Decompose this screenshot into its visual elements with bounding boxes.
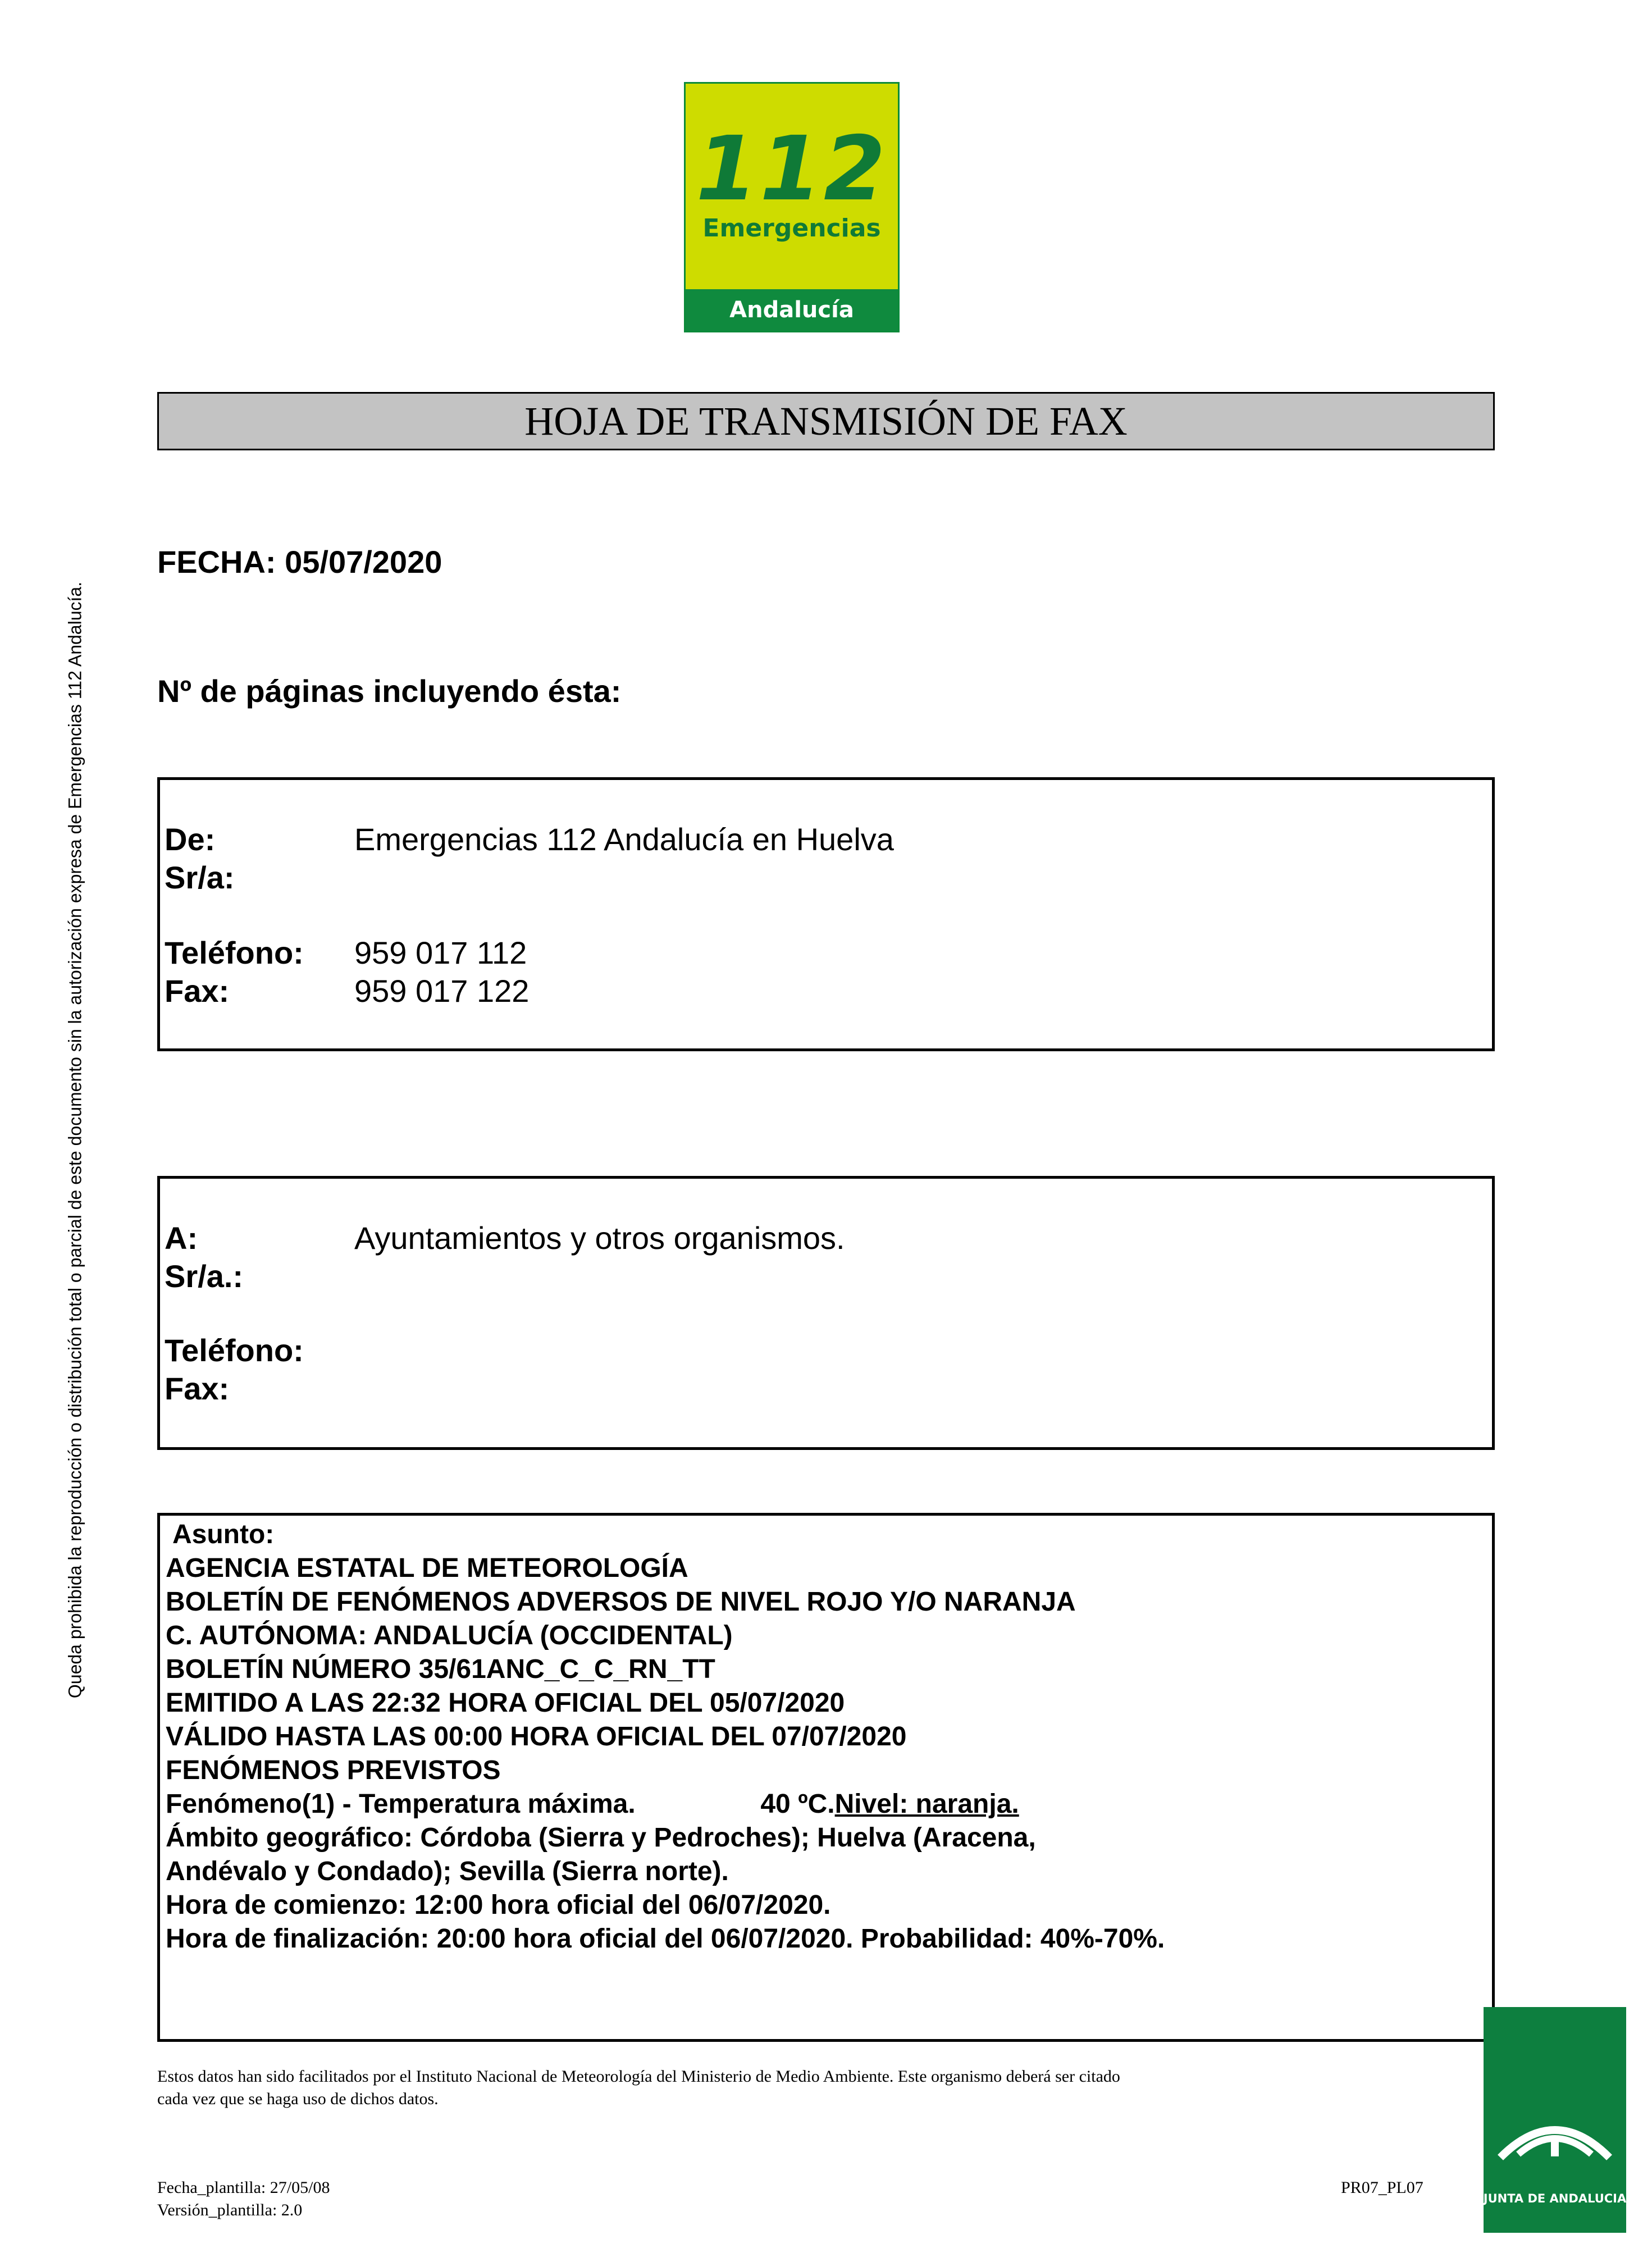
subject-label: Asunto: — [172, 1520, 275, 1549]
ambito-line-2: Andévalo y Condado); Sevilla (Sierra norte). — [166, 1857, 729, 1886]
junta-emblem-icon — [1484, 2007, 1626, 2233]
disclaimer-line-1: Estos datos han sido facilitados por el Instituto Nacional de Meteorología del Ministerio de Medio Ambiente. Este organismo deberá ser citado — [157, 2067, 1120, 2086]
subject-line: C. AUTÓNOMA: ANDALUCÍA (OCCIDENTAL) — [166, 1621, 733, 1650]
from-fax-label: Fax: — [165, 973, 230, 1009]
subject-line: BOLETÍN NÚMERO 35/61ANC_C_C_RN_TT — [166, 1654, 715, 1684]
a-label: A: — [165, 1220, 198, 1256]
fecha-value: 05/07/2020 — [285, 544, 442, 580]
ambito-line-1: Ámbito geográfico: Córdoba (Sierra y Pedroches); Huelva (Aracena, — [166, 1823, 1036, 1853]
fenomeno-line — [166, 1787, 1019, 1821]
de-value: Emergencias 112 Andalucía en Huelva — [354, 822, 894, 857]
subject-line: BOLETÍN DE FENÓMENOS ADVERSOS DE NIVEL ROJO Y/O NARANJA — [166, 1587, 1076, 1617]
a-value: Ayuntamientos y otros organismos. — [354, 1220, 845, 1256]
fecha-label: FECHA: — [157, 544, 276, 580]
subject-line: EMITIDO A LAS 22:32 HORA OFICIAL DEL 05/07/2020 — [166, 1688, 845, 1718]
subject-line: AGENCIA ESTATAL DE METEOROLOGÍA — [166, 1553, 688, 1583]
to-fax-label: Fax: — [165, 1371, 230, 1406]
comienzo-line: Hora de comienzo: 12:00 hora oficial del 06/07/2020. — [166, 1890, 831, 1920]
paginas-label: Nº de páginas incluyendo ésta: — [157, 673, 622, 709]
subject-line: VÁLIDO HASTA LAS 00:00 HORA OFICIAL DEL 07/07/2020 — [166, 1722, 907, 1752]
from-sra-label: Sr/a: — [165, 860, 235, 895]
subject-line: FENÓMENOS PREVISTOS — [166, 1755, 501, 1785]
from-telefono-label: Teléfono: — [165, 935, 304, 970]
from-telefono-value: 959 017 112 — [354, 935, 527, 970]
junta-logo-text: JUNTA DE ANDALUCIA — [1484, 2192, 1626, 2205]
disclaimer-line-2: cada vez que se haga uso de dichos datos. — [157, 2090, 439, 2108]
nivel-text: Nivel: naranja. — [834, 1789, 1019, 1819]
document-code: PR07_PL07 — [1341, 2178, 1423, 2197]
logo-service: Emergencias — [702, 214, 881, 243]
logo-number: 112 — [696, 117, 888, 221]
emergencias-112-logo — [684, 82, 900, 332]
version-plantilla: Versión_plantilla: 2.0 — [157, 2201, 303, 2219]
logo-region: Andalucía — [686, 289, 898, 331]
from-fax-value: 959 017 122 — [354, 973, 530, 1009]
to-box — [157, 1176, 1495, 1450]
fenomeno-prefix: Fenómeno(1) - Temperatura máxima. — [166, 1789, 636, 1819]
fecha-line — [157, 544, 442, 580]
to-sra-label: Sr/a.: — [165, 1258, 244, 1294]
finalizacion-line: Hora de finalización: 20:00 hora oficial del 06/07/2020. Probabilidad: 40%-70%. — [166, 1924, 1165, 1954]
to-telefono-label: Teléfono: — [165, 1333, 304, 1368]
side-note-text: Queda prohibida la reproducción o distribución total o parcial de este documento sin la autorización expresa de Emergencias 112 Andalucía. — [65, 581, 85, 1699]
subject-box — [157, 1513, 1495, 2042]
page-title: HOJA DE TRANSMISIÓN DE FAX — [157, 392, 1495, 450]
fenomeno-value: 40 ºC. — [760, 1789, 835, 1819]
from-box — [157, 777, 1495, 1051]
de-label: De: — [165, 822, 216, 857]
junta-de-andalucia-logo — [1484, 2007, 1626, 2233]
fecha-plantilla: Fecha_plantilla: 27/05/08 — [157, 2178, 330, 2197]
